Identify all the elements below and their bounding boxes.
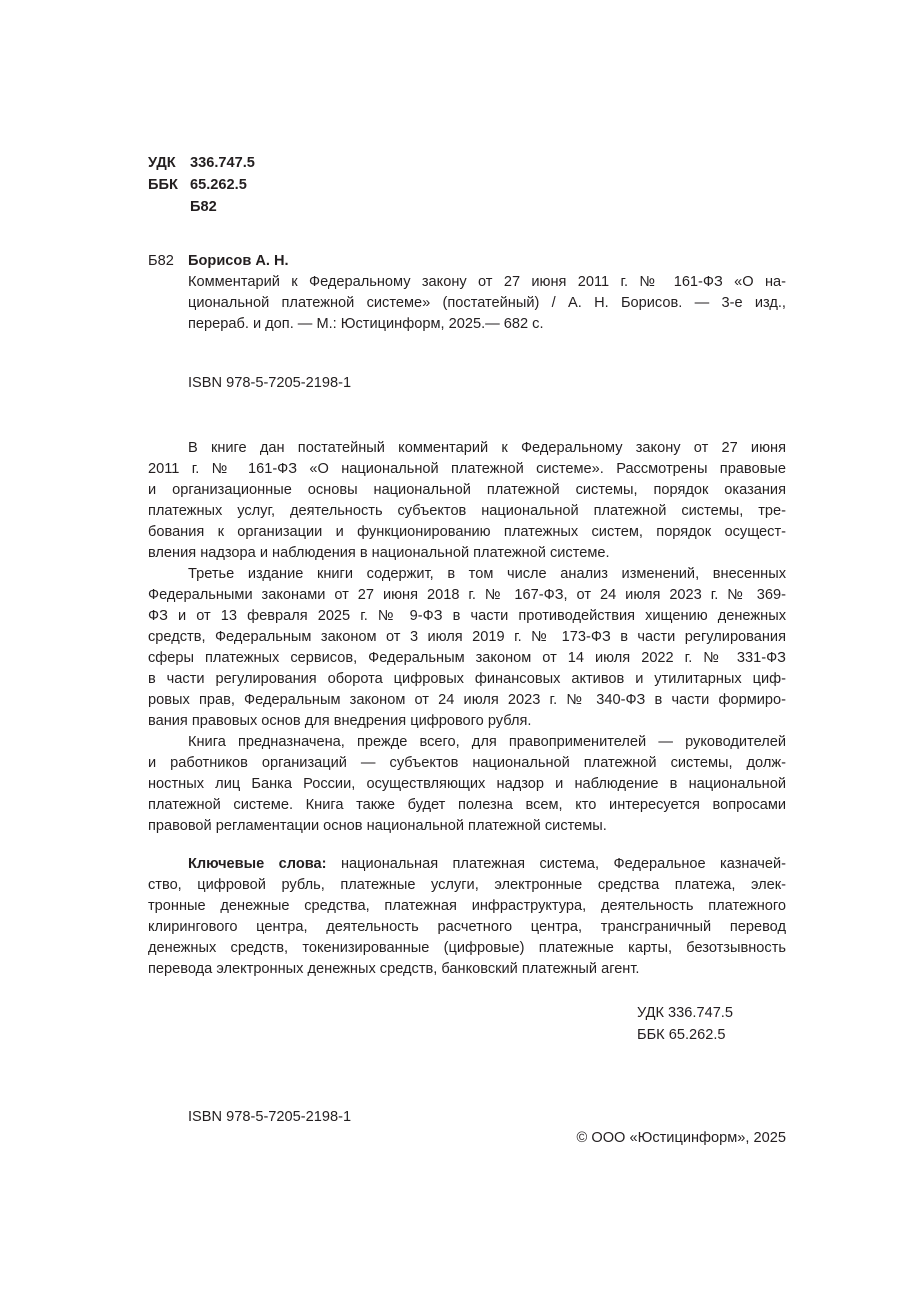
abstract-line: вания правовых основ для внедрения цифрового рубля. (148, 713, 532, 729)
abstract-line: 2011 г. № 161-ФЗ «О национальной платежной системе». Рассмотрены правовые (148, 461, 786, 477)
abstract-line: ностных лиц Банка России, осуществляющих надзор и наблюдение в национальной (148, 776, 786, 792)
bib-line: перераб. и доп. — М.: Юстицинформ, 2025.— 682 с. (188, 316, 544, 332)
udk-label: УДК (148, 155, 176, 171)
bib-line: циональной платежной системе» (постатейный) / А. Н. Борисов. — 3-е изд., (188, 295, 786, 311)
footer-udk: УДК 336.747.5 (637, 1005, 733, 1021)
bib-line: Комментарий к Федеральному закону от 27 июня 2011 г. № 161-ФЗ «О на- (188, 274, 786, 290)
isbn-bottom: ISBN 978-5-7205-2198-1 (188, 1109, 352, 1125)
author-mark: Б82 (190, 199, 217, 215)
footer-codes (637, 1002, 733, 1046)
classification-codes (148, 152, 255, 218)
abstract-line: вления надзора и наблюдения в национальной платежной системе. (148, 545, 610, 561)
abstract-line: Третье издание книги содержит, в том числе анализ изменений, внесенных (188, 566, 786, 582)
abstract-line: средств, Федеральным законом от 3 июля 2019 г. № 173-ФЗ в части регулирования (148, 629, 786, 645)
abstract-line: платежных услуг, деятельность субъектов национальной платежной системы, тре- (148, 503, 786, 519)
bibliographic-entry (148, 251, 786, 335)
keywords (148, 854, 786, 980)
footer-bbk: ББК 65.262.5 (637, 1027, 726, 1043)
abstract-line: и работников организаций — субъектов национальной платежной системы, долж- (148, 755, 786, 771)
abstract-line: Книга предназначена, прежде всего, для правоприменителей — руководителей (188, 734, 786, 750)
keywords-line: перевода электронных денежных средств, банковский платежный агент. (148, 961, 640, 977)
author-name: Борисов А. Н. (188, 253, 289, 269)
keywords-line: ство, цифровой рубль, платежные услуги, электронные средства платежа, элек- (148, 877, 786, 893)
abstract-line: Федеральными законами от 27 июня 2018 г. № 167-ФЗ, от 24 июля 2023 г. № 369- (148, 587, 786, 603)
abstract (148, 438, 786, 837)
abstract-line: правовой регламентации основ национальной платежной системы. (148, 818, 607, 834)
keywords-line: денежных средств, токенизированные (цифровые) платежные карты, безотзывность (148, 940, 786, 956)
udk-code: 336.747.5 (190, 155, 255, 171)
abstract-line: платежной системе. Книга также будет полезна всем, кто интересуется вопросами (148, 797, 786, 813)
bbk-label: ББК (148, 177, 178, 193)
isbn-top: ISBN 978-5-7205-2198-1 (188, 375, 352, 391)
abstract-line: ФЗ и от 13 февраля 2025 г. № 9-ФЗ в части противодействия хищению денежных (148, 608, 786, 624)
copyright: © ООО «Юстицинформ», 2025 (576, 1130, 786, 1146)
abstract-line: ровых прав, Федеральным законом от 24 июля 2023 г. № 340-ФЗ в части формиро- (148, 692, 786, 708)
keywords-label: Ключевые слова: (188, 856, 327, 872)
keywords-line: тронные денежные средства, платежная инфраструктура, деятельность платежного (148, 898, 786, 914)
abstract-line: бования к организации и функционированию платежных систем, порядок осущест- (148, 524, 786, 540)
keywords-first-line: Ключевые слова: национальная платежная система, Федеральное казначей- (188, 856, 786, 872)
keywords-line: клирингового центра, деятельность расчетного центра, трансграничный перевод (148, 919, 786, 935)
abstract-line: в части регулирования оборота цифровых финансовых активов и утилитарных циф- (148, 671, 786, 687)
abstract-line: В книге дан постатейный комментарий к Федеральному закону от 27 июня (188, 440, 786, 456)
abstract-line: и организационные основы национальной платежной системы, порядок оказания (148, 482, 786, 498)
abstract-line: сферы платежных сервисов, Федеральным законом от 14 июля 2022 г. № 331-ФЗ (148, 650, 786, 666)
bib-mark: Б82 (148, 253, 174, 269)
bbk-code: 65.262.5 (190, 177, 247, 193)
